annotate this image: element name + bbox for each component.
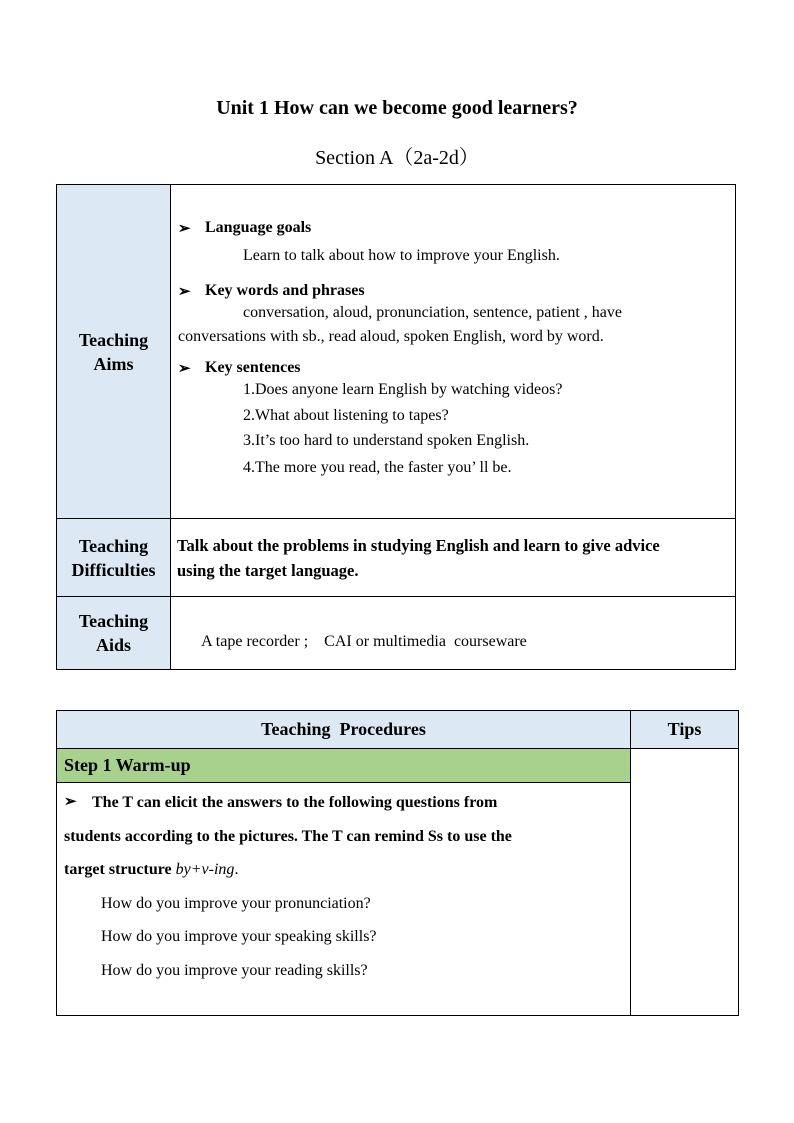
step1-instruction	[64, 786, 630, 887]
aims-label	[57, 185, 171, 519]
aims-label-line2: Aims	[93, 353, 134, 374]
procedures-table	[56, 710, 739, 1016]
key-words-line1: conversation, aloud, pronunciation, sentence, patient , have	[243, 304, 622, 321]
step1-title-row	[57, 749, 739, 783]
key-sentence-1: 1.Does anyone learn English by watching videos?	[243, 381, 563, 398]
aims-row	[57, 185, 736, 519]
arrow-bullet-icon: ➢	[178, 283, 191, 300]
warmup-question-2: How do you improve your speaking skills?	[101, 928, 377, 945]
step1-line1: The T can elicit the answers to the following questions from	[92, 794, 498, 811]
key-sentence-2: 2.What about listening to tapes?	[243, 407, 449, 424]
aids-label-line1: Teaching	[78, 611, 149, 631]
difficulties-label-line1: Teaching	[78, 535, 149, 556]
document-subtitle: Section A（2a-2d）	[315, 147, 479, 169]
procedures-header: Teaching Procedures	[57, 711, 631, 749]
step1-body	[57, 783, 631, 1016]
arrow-bullet-icon: ➢	[178, 220, 191, 237]
aids-text: A tape recorder ; CAI or multimedia courseware	[201, 633, 527, 650]
key-words-line2: conversations with sb., read aloud, spoken English, word by word.	[178, 328, 604, 345]
tips-header: Tips	[631, 711, 739, 749]
language-goals-heading: ➢ Language goals	[178, 219, 312, 237]
difficulties-line2: using the target language.	[177, 560, 359, 580]
language-goals-text: Learn to talk about how to improve your English.	[243, 247, 560, 264]
target-structure: by+v-ing	[175, 861, 235, 878]
aids-label-line2: Aids	[95, 635, 131, 655]
step1-line2: students according to the pictures. The T can remind Ss to use the	[64, 827, 512, 845]
tips-cell	[631, 749, 739, 1016]
warmup-question-1: How do you improve your pronunciation?	[101, 894, 371, 912]
arrow-bullet-icon: ➢	[64, 794, 77, 810]
procedures-header-row	[57, 711, 739, 749]
key-sentence-3: 3.It’s too hard to understand spoken English.	[243, 432, 530, 449]
difficulties-label	[57, 519, 171, 597]
aims-label-line1: Teaching	[78, 329, 149, 350]
step1-line3: target structure by+v-ing.	[64, 861, 239, 878]
key-words-heading: ➢ Key words and phrases	[178, 282, 365, 300]
teaching-info-table	[56, 184, 736, 670]
difficulties-content	[171, 519, 736, 597]
difficulties-row	[57, 519, 736, 597]
step1-title: Step 1 Warm-up	[57, 749, 631, 783]
aids-label	[57, 597, 171, 670]
warmup-question-3: How do you improve your reading skills?	[101, 961, 368, 979]
key-sentence-4: 4.The more you read, the faster you’ ll be.	[243, 459, 512, 476]
aids-content	[171, 597, 736, 670]
aids-row	[57, 597, 736, 670]
document-title: Unit 1 How can we become good learners?	[216, 97, 578, 119]
difficulties-label-line2: Difficulties	[71, 559, 156, 580]
arrow-bullet-icon: ➢	[178, 360, 191, 377]
difficulties-line1: Talk about the problems in studying English and learn to give advice	[177, 535, 660, 555]
aims-content	[171, 185, 736, 519]
key-sentences-heading: ➢ Key sentences	[178, 359, 301, 377]
